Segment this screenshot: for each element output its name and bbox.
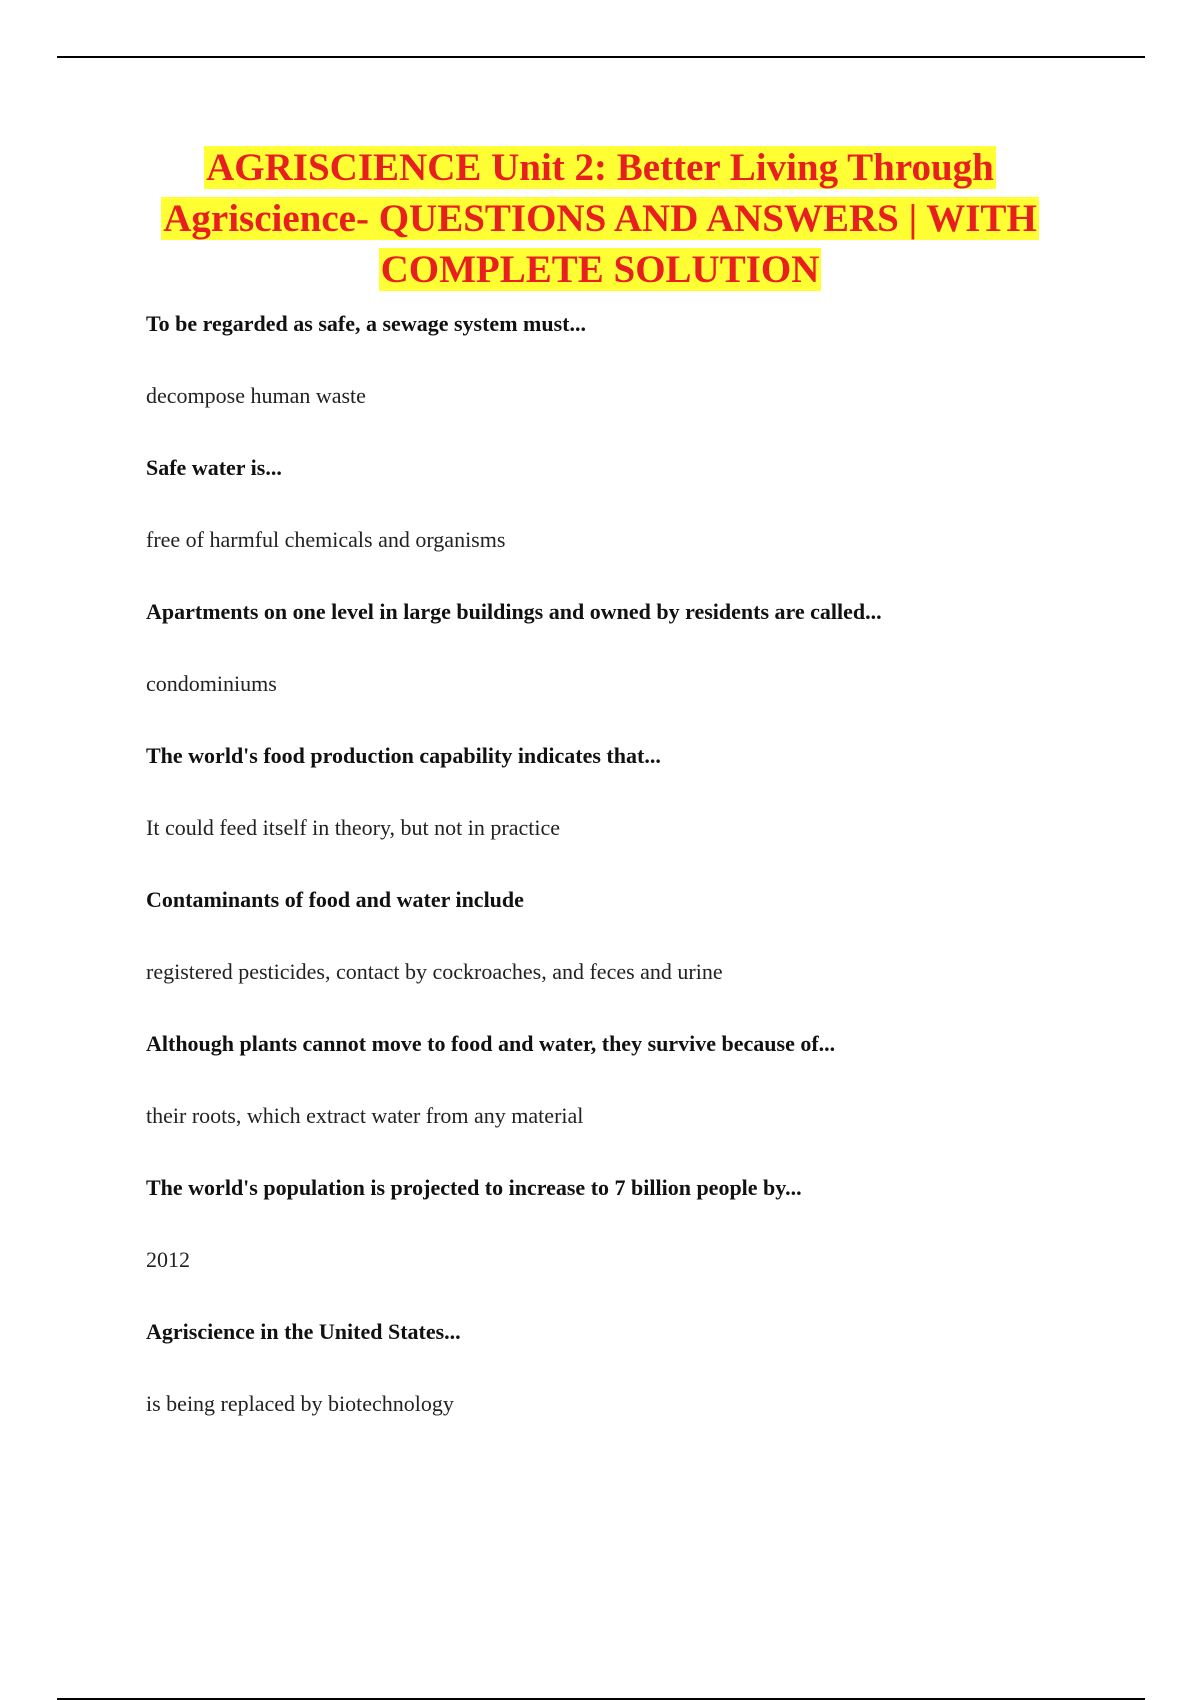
answer-6: their roots, which extract water from any material	[146, 1103, 584, 1128]
question-4: The world's food production capability indicates that...	[146, 743, 661, 768]
question-2: Safe water is...	[146, 455, 282, 480]
answer-5: registered pesticides, contact by cockroaches, and feces and urine	[146, 959, 723, 984]
answer-4: It could feed itself in theory, but not in practice	[146, 815, 560, 840]
top-divider	[57, 56, 1145, 58]
answer-2: free of harmful chemicals and organisms	[146, 527, 506, 552]
answer-7: 2012	[146, 1247, 190, 1272]
question-1: To be regarded as safe, a sewage system must...	[146, 311, 586, 336]
question-7: The world's population is projected to increase to 7 billion people by...	[146, 1175, 802, 1200]
answer-1: decompose human waste	[146, 383, 366, 408]
answer-3: condominiums	[146, 671, 277, 696]
question-6: Although plants cannot move to food and water, they survive because of...	[146, 1031, 836, 1056]
question-5: Contaminants of food and water include	[146, 887, 524, 912]
qa-list	[146, 309, 1106, 1461]
document-title-block	[100, 142, 1100, 295]
question-3: Apartments on one level in large buildings and owned by residents are called...	[146, 599, 882, 624]
document-title: AGRISCIENCE Unit 2: Better Living Through Agriscience- QUESTIONS AND ANSWERS | WITH COMPLETE SOLUTION	[163, 146, 1037, 291]
answer-8: is being replaced by biotechnology	[146, 1391, 454, 1416]
question-8: Agriscience in the United States...	[146, 1319, 461, 1344]
